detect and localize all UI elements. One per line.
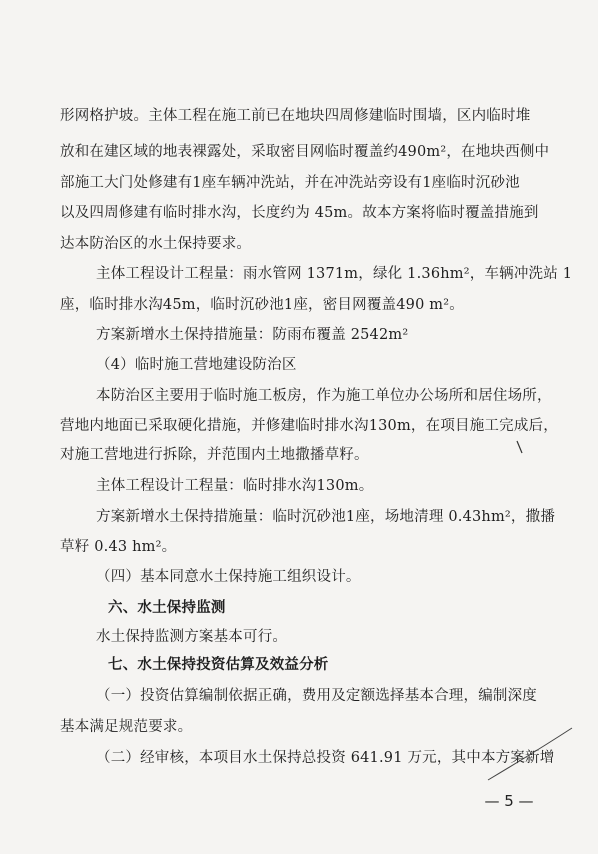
paragraph-line: 基本满足规范要求。 [60,719,193,735]
paragraph-line: 主体工程设计工程量：雨水管网 1371m，绿化 1.36hm²，车辆冲洗站 1 [96,266,573,282]
section-heading: （4）临时施工营地建设防治区 [96,357,297,373]
paragraph-line: 形网格护坡。主体工程在施工前已在地块四周修建临时围墙，区内临时堆 [60,108,531,124]
paragraph-line: 营地内地面已采取硬化措施，并修建临时排水沟130m，在项目施工完成后， [60,418,558,434]
pen-stroke-mark [488,728,572,780]
paragraph-line: 方案新增水土保持措施量：临时沉砂池1座，场地清理 0.43hm²，撒播 [96,509,556,525]
paragraph-line: 本防治区主要用于临时施工板房，作为施工单位办公场所和居住场所， [96,388,552,404]
pen-tick-mark [517,441,522,453]
paragraph-line: 以及四周修建有临时排水沟，长度约为 45m。故本方案将临时覆盖措施到 [60,205,539,221]
paragraph-line: 主体工程设计工程量：临时排水沟130m。 [96,478,374,494]
paragraph-line: （一）投资估算编制依据正确，费用及定额选择基本合理，编制深度 [96,688,537,704]
paragraph-line: 水土保持监测方案基本可行。 [96,629,288,645]
paragraph-line: （二）经审核，本项目水土保持总投资 641.91 万元，其中本方案新增 [96,750,555,766]
paragraph-line: （四）基本同意水土保持施工组织设计。 [96,569,361,585]
paragraph-line: 对施工营地进行拆除，并范围内土地撒播草籽。 [60,447,369,463]
page-number: — 5 — [484,792,534,810]
paragraph-line: 达本防治区的水土保持要求。 [60,236,252,252]
section-heading: 六、水土保持监测 [108,599,226,616]
paragraph-line: 座，临时排水沟45m，临时沉砂池1座，密目网覆盖490 m²。 [60,297,464,313]
paragraph-line: 方案新增水土保持措施量：防雨布覆盖 2542m² [96,327,409,343]
paragraph-line: 草籽 0.43 hm²。 [60,539,177,555]
section-heading: 七、水土保持投资估算及效益分析 [108,656,329,673]
paragraph-line: 放和在建区域的地表裸露处，采取密目网临时覆盖约490m²，在地块西侧中 [60,144,550,160]
paragraph-line: 部施工大门处修建有1座车辆冲洗站，并在冲洗站旁设有1座临时沉砂池 [60,175,520,191]
